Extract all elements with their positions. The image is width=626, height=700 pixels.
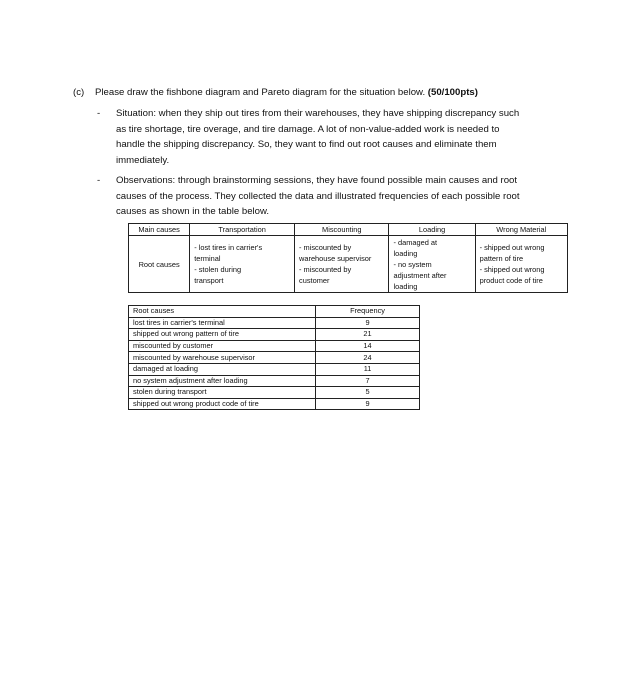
root-cause-cell: shipped out wrong product code of tire — [129, 398, 316, 410]
root-causes-label: Root causes — [129, 236, 190, 293]
observations-text — [116, 173, 566, 220]
root-cause-cell: shipped out wrong pattern of tire — [129, 329, 316, 341]
causes-table-root-row — [129, 236, 568, 293]
cell-line: - lost tires in carrier's — [194, 243, 263, 252]
frequency-cell: 11 — [316, 363, 420, 375]
observations-line: causes as shown in the table below. — [116, 206, 270, 218]
cell-line: - shipped out wrong — [479, 243, 545, 252]
question-line — [73, 86, 573, 100]
table-row — [129, 387, 420, 399]
header-transportation: Transportation — [190, 224, 295, 236]
header-miscounting: Miscounting — [295, 224, 389, 236]
table-row — [129, 363, 420, 375]
frequency-cell: 21 — [316, 329, 420, 341]
frequency-cell: 24 — [316, 352, 420, 364]
cell-line: customer — [299, 276, 330, 285]
cell-line: pattern of tire — [479, 254, 524, 263]
cell-line: loading — [393, 248, 418, 258]
bullet-dash: - — [97, 175, 101, 186]
cell-line: - miscounted by — [299, 265, 352, 274]
loading-root-causes — [389, 236, 475, 293]
root-cause-cell: miscounted by customer — [129, 340, 316, 352]
root-cause-cell: stolen during transport — [129, 387, 316, 399]
situation-text — [116, 106, 566, 168]
cell-line: adjustment after — [393, 270, 447, 280]
cell-line: warehouse supervisor — [299, 254, 372, 263]
question-points: (50/100pts) — [427, 87, 478, 98]
situation-line: as tire shortage, tire overage, and tire damage. A lot of non-value-added work is needed to — [116, 123, 500, 135]
table-row — [129, 352, 420, 364]
table-row — [129, 398, 420, 410]
miscounting-root-causes — [295, 236, 389, 293]
cell-line: - damaged at — [393, 237, 438, 247]
cell-line: transport — [194, 276, 224, 285]
frequency-cell: 14 — [316, 340, 420, 352]
situation-line: handle the shipping discrepancy. So, they want to find out root causes and eliminate them — [116, 139, 497, 151]
header-main-causes: Main causes — [129, 224, 190, 236]
header-loading: Loading — [389, 224, 475, 236]
frequency-cell: 9 — [316, 317, 420, 329]
situation-line: immediately. — [116, 154, 170, 166]
root-cause-cell: no system adjustment after loading — [129, 375, 316, 387]
observations-line: Observations: through brainstorming sessions, they have found possible main causes and root — [116, 175, 518, 186]
cell-line: product code of tire — [479, 276, 543, 285]
cell-line: - no system — [393, 259, 432, 269]
frequency-table — [128, 305, 420, 410]
table-row — [129, 329, 420, 341]
bullet-dash: - — [97, 108, 101, 119]
cell-line: loading — [393, 281, 418, 291]
frequency-cell: 5 — [316, 387, 420, 399]
frequency-table-header-row — [129, 306, 420, 318]
root-cause-cell: lost tires in carrier's terminal — [129, 317, 316, 329]
header-root-causes: Root causes — [129, 306, 316, 318]
cell-line: - stolen during — [194, 265, 242, 274]
table-row — [129, 340, 420, 352]
question-label: (c) — [73, 87, 85, 98]
causes-table-header-row — [129, 224, 568, 236]
cell-line: terminal — [194, 254, 221, 263]
observations-line: causes of the process. They collected the data and illustrated frequencies of each possible root — [116, 190, 520, 202]
cell-line: - shipped out wrong — [479, 265, 545, 274]
frequency-cell: 7 — [316, 375, 420, 387]
root-cause-cell: miscounted by warehouse supervisor — [129, 352, 316, 364]
header-frequency: Frequency — [316, 306, 420, 318]
table-row — [129, 375, 420, 387]
header-wrong-material: Wrong Material — [475, 224, 567, 236]
causes-table — [128, 223, 568, 293]
situation-line: Situation: when they ship out tires from their warehouses, they have shipping discrepancy such — [116, 108, 520, 119]
question-prompt: Please draw the fishbone diagram and Pareto diagram for the situation below. — [95, 87, 426, 98]
root-cause-cell: damaged at loading — [129, 363, 316, 375]
table-row — [129, 317, 420, 329]
frequency-cell: 9 — [316, 398, 420, 410]
cell-line: - miscounted by — [299, 243, 352, 252]
transportation-root-causes — [190, 236, 295, 293]
wrong-material-root-causes — [475, 236, 567, 293]
